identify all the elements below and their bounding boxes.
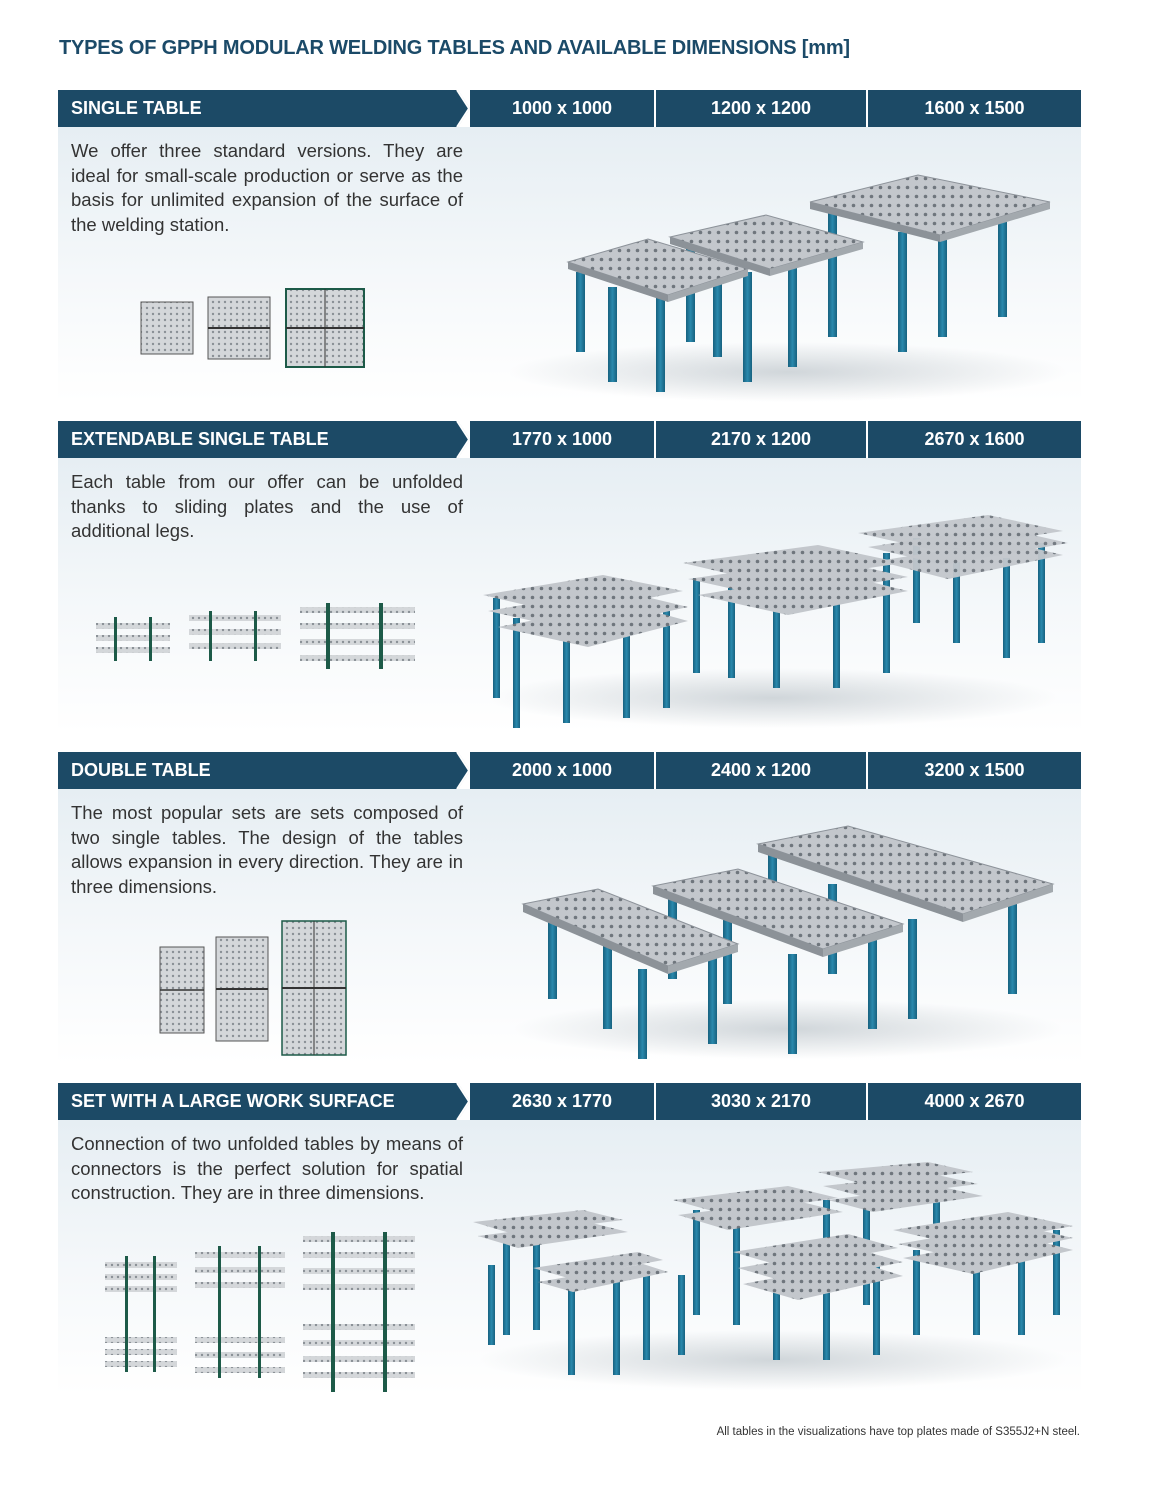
section-body bbox=[58, 127, 1081, 402]
section-label: SINGLE TABLE bbox=[58, 90, 453, 127]
section-label: SET WITH A LARGE WORK SURFACE bbox=[58, 1083, 453, 1120]
section-header bbox=[58, 1083, 1081, 1120]
dimension-3: 1600 x 1500 bbox=[868, 90, 1081, 127]
section-header bbox=[58, 90, 1081, 127]
chevron-right-icon bbox=[450, 90, 470, 127]
dimension-2: 1200 x 1200 bbox=[656, 90, 866, 127]
section-label: EXTENDABLE SINGLE TABLE bbox=[58, 421, 453, 458]
table-plan-diagram bbox=[103, 1232, 418, 1394]
page-title: TYPES OF GPPH MODULAR WELDING TABLES AND AVAILABLE DIMENSIONS [mm] bbox=[59, 37, 850, 59]
dimension-2: 3030 x 2170 bbox=[656, 1083, 866, 1120]
section-extendable-single-table bbox=[58, 421, 1081, 733]
section-description: Connection of two unfolded tables by means of connectors is the perfect solution for spatial construction. They are in three dimensions. bbox=[71, 1133, 463, 1203]
dimension-1: 1000 x 1000 bbox=[470, 90, 654, 127]
chevron-right-icon bbox=[450, 421, 470, 458]
section-description: Each table from our offer can be unfolded thanks to sliding plates and the use of additional legs. bbox=[71, 471, 463, 541]
section-double-table bbox=[58, 752, 1081, 1064]
dimension-2: 2170 x 1200 bbox=[656, 421, 866, 458]
table-render bbox=[498, 147, 1078, 407]
section-body bbox=[58, 458, 1081, 733]
table-render bbox=[483, 503, 1073, 733]
dimension-3: 4000 x 2670 bbox=[868, 1083, 1081, 1120]
table-plan-diagram bbox=[94, 603, 424, 673]
dimension-2: 2400 x 1200 bbox=[656, 752, 866, 789]
chevron-right-icon bbox=[450, 1083, 470, 1120]
table-plan-diagram bbox=[138, 287, 378, 372]
dimension-3: 2670 x 1600 bbox=[868, 421, 1081, 458]
section-description: The most popular sets are sets composed of two single tables. The design of the tables allows expansion in every direction. They are in three dimensions. bbox=[71, 802, 463, 897]
dimension-1: 2000 x 1000 bbox=[470, 752, 654, 789]
section-label: DOUBLE TABLE bbox=[58, 752, 453, 789]
table-render bbox=[508, 814, 1068, 1064]
section-header bbox=[58, 421, 1081, 458]
section-body bbox=[58, 789, 1081, 1064]
footnote: All tables in the visualizations have top plates made of S355J2+N steel. bbox=[716, 1426, 1080, 1438]
dimension-1: 2630 x 1770 bbox=[470, 1083, 654, 1120]
section-large-work-surface bbox=[58, 1083, 1081, 1395]
table-render bbox=[473, 1160, 1073, 1395]
section-single-table bbox=[58, 90, 1081, 402]
section-description: We offer three standard versions. They are ideal for small-scale production or serve as the basis for unlimited expansion of the surface of the welding station. bbox=[71, 140, 463, 235]
section-header bbox=[58, 752, 1081, 789]
dimension-1: 1770 x 1000 bbox=[470, 421, 654, 458]
table-plan-diagram bbox=[158, 919, 353, 1059]
section-body bbox=[58, 1120, 1081, 1395]
dimension-3: 3200 x 1500 bbox=[868, 752, 1081, 789]
chevron-right-icon bbox=[450, 752, 470, 789]
